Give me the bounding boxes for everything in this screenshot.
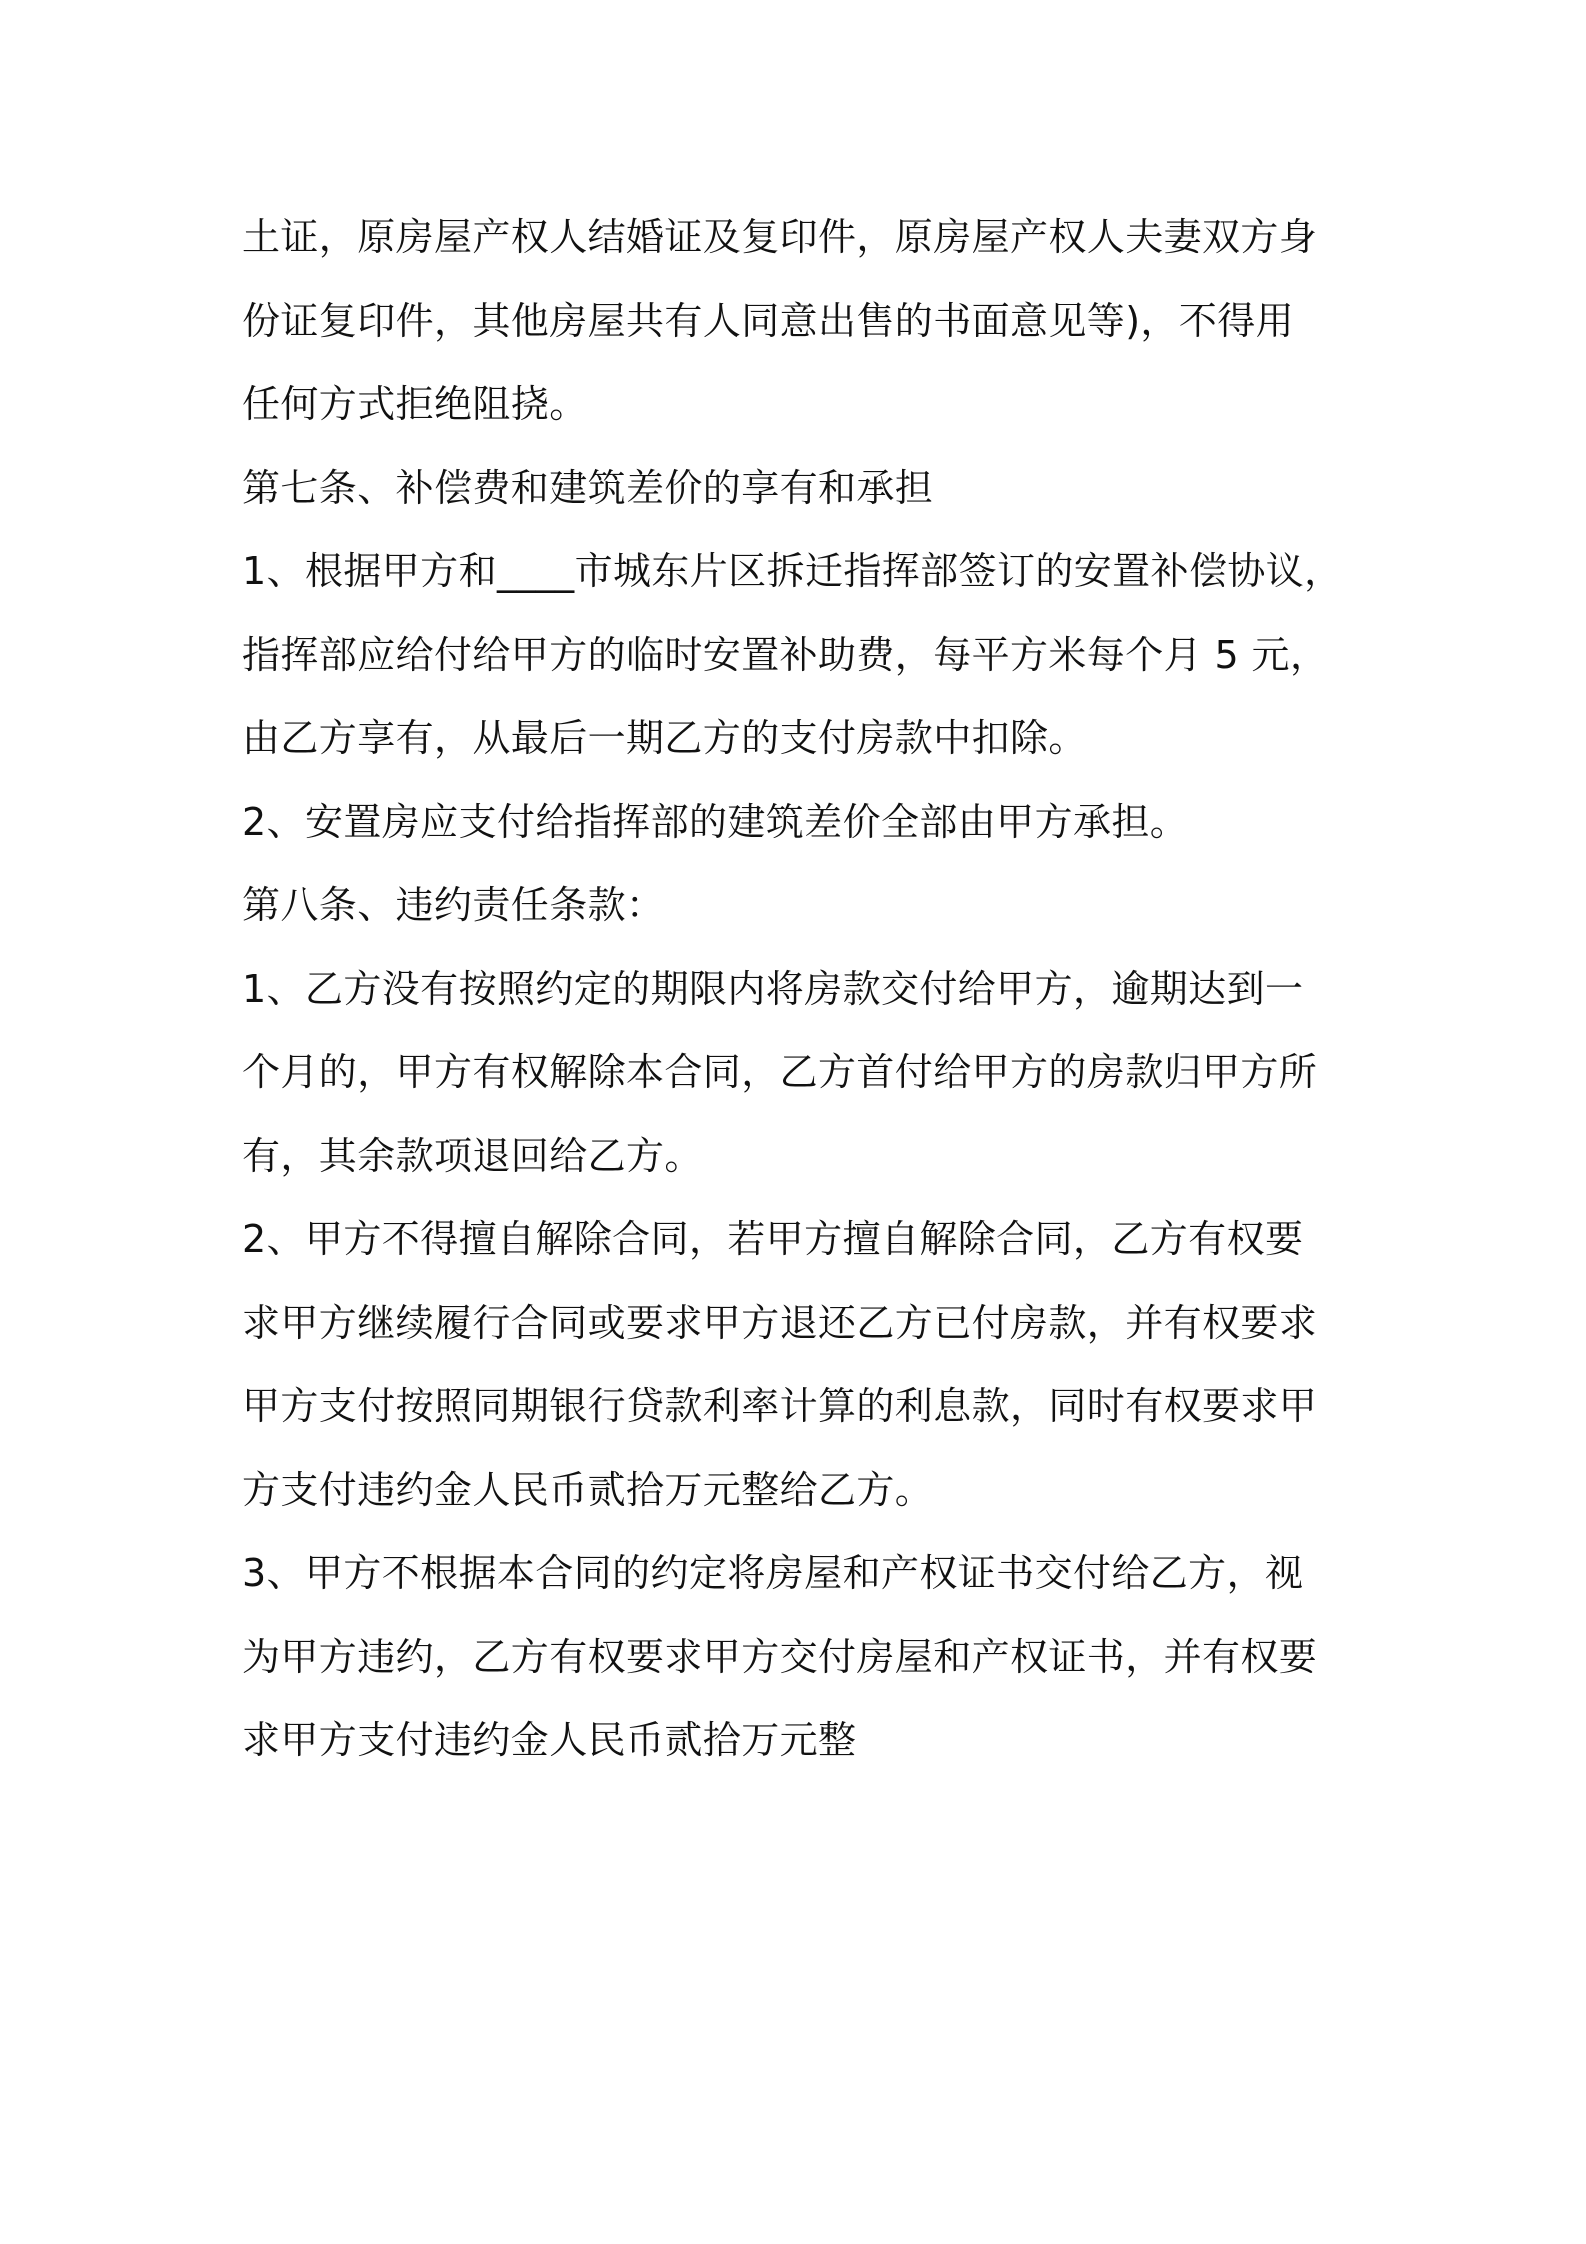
text-line: 由乙方享有，从最后一期乙方的支付房款中扣除。: [242, 716, 1087, 760]
text-line: 有，其余款项退回给乙方。: [242, 1133, 703, 1178]
text-line: 为甲方违约，乙方有权要求甲方交付房屋和产权证书，并有权要: [242, 1634, 1318, 1679]
text-line: 求甲方继续履行合同或要求甲方退还乙方已付房款，并有权要求: [242, 1300, 1318, 1345]
text-line: 甲方支付按照同期银行贷款利率计算的利息款，同时有权要求甲: [242, 1384, 1318, 1428]
section-heading-article-8: 第八条、违约责任条款：: [242, 883, 665, 927]
text-line: 2、甲方不得擅自解除合同，若甲方擅自解除合同，乙方有权要: [242, 1217, 1304, 1261]
text-line: 任何方式拒绝阻挠。: [242, 382, 588, 426]
text-line: 份证复印件，其他房屋共有人同意出售的书面意见等)，不得用: [242, 298, 1295, 343]
text-line: 个月的，甲方有权解除本合同，乙方首付给甲方的房款归甲方所: [242, 1050, 1318, 1094]
section-heading-article-7: 第七条、补偿费和建筑差价的享有和承担: [242, 465, 934, 510]
text-line: 1、乙方没有按照约定的期限内将房款交付给甲方，逾期达到一: [242, 966, 1304, 1011]
text-line: 方支付违约金人民币贰拾万元整给乙方。: [242, 1467, 934, 1512]
text-line: 1、根据甲方和____市城东片区拆迁指挥部签订的安置补偿协议，: [242, 549, 1343, 593]
text-line: 3、甲方不根据本合同的约定将房屋和产权证书交付给乙方，视: [242, 1551, 1304, 1595]
text-line: 2、安置房应支付给指挥部的建筑差价全部由甲方承担。: [242, 799, 1189, 844]
text-line: 土证，原房屋产权人结婚证及复印件，原房屋产权人夫妻双方身: [242, 215, 1318, 259]
contract-text: [242, 196, 1362, 1783]
text-line: 指挥部应给付给甲方的临时安置补助费，每平方米每个月 5 元，: [242, 632, 1329, 677]
text-line: 求甲方支付违约金人民币贰拾万元整: [242, 1718, 857, 1762]
